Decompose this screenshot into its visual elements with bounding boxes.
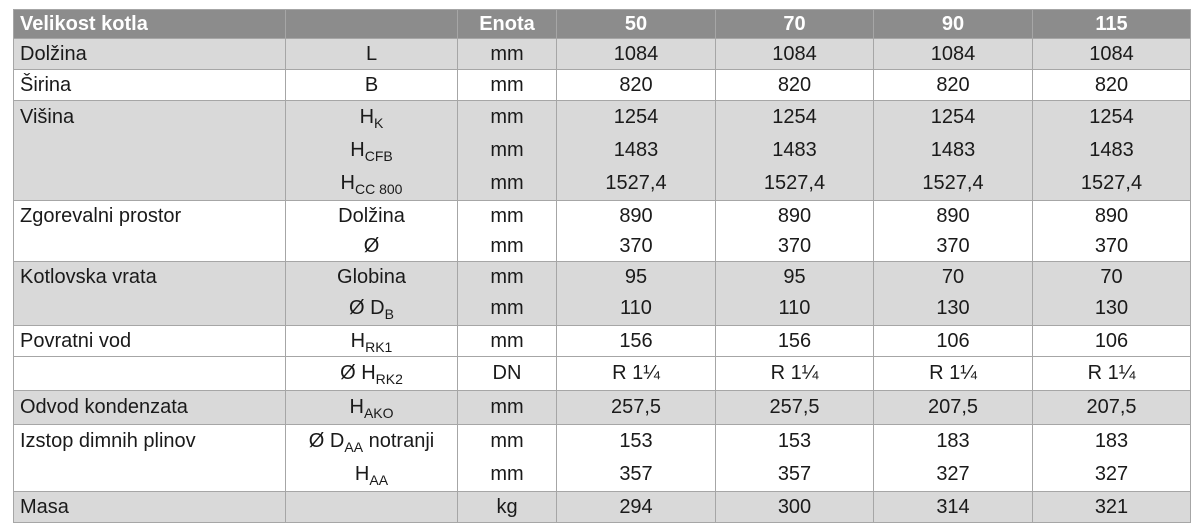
- unit-text: mm: [490, 266, 524, 288]
- unit-cell: [458, 39, 557, 70]
- value-text: R 1¼: [612, 362, 660, 384]
- value-text: 95: [624, 266, 648, 288]
- row-label-text: Višina: [20, 106, 75, 128]
- symbol-cell: [286, 262, 458, 326]
- value-cell: [716, 326, 874, 357]
- value-text: 300: [777, 496, 812, 518]
- value-text: 207,5: [1086, 396, 1137, 418]
- value-text: 156: [619, 330, 653, 352]
- value-text: 110: [778, 297, 811, 319]
- value-cell: [874, 326, 1033, 357]
- symbol-cell: [286, 39, 458, 70]
- symbol-cell: [286, 492, 458, 523]
- table-row: [14, 357, 1191, 391]
- symbol-cell: [286, 391, 458, 425]
- row-label-text: Izstop dimnih plinov: [20, 430, 196, 452]
- value-text: 1084: [772, 43, 817, 65]
- value-text: 820: [619, 74, 653, 96]
- value-text: 110: [620, 297, 652, 319]
- row-label-text: Kotlovska vrata: [20, 266, 157, 288]
- value-cell: [557, 391, 716, 425]
- row-label: [14, 101, 286, 201]
- value-cell: [1033, 391, 1191, 425]
- table-body: [14, 39, 1191, 523]
- symbol-text: Ø D: [349, 297, 385, 319]
- value-text: 130: [936, 297, 970, 319]
- symbol-text: B: [364, 74, 379, 96]
- value-text: 820: [777, 74, 812, 96]
- symbol-subscript: K: [374, 115, 384, 131]
- symbol-subscript: CFB: [364, 148, 393, 164]
- header-size: Velikost kotla: [14, 10, 286, 39]
- row-label: [14, 391, 286, 425]
- symbol-text: H: [350, 139, 365, 161]
- value-cell: [874, 101, 1033, 201]
- unit-text: mm: [490, 330, 524, 352]
- value-cell: [874, 492, 1033, 523]
- value-text: 1527,4: [605, 172, 667, 194]
- value-text: 1084: [613, 43, 659, 65]
- value-text: 1254: [613, 106, 659, 128]
- value-text: 1084: [930, 43, 976, 65]
- value-text: 183: [936, 430, 970, 452]
- symbol-cell: [286, 70, 458, 101]
- value-cell: [1033, 70, 1191, 101]
- value-text: 327: [1094, 463, 1129, 485]
- value-cell: [1033, 201, 1191, 262]
- table-row: [14, 425, 1191, 492]
- row-label: [14, 201, 286, 262]
- symbol-subscript: RK2: [375, 371, 403, 387]
- boiler-spec-table-container: [13, 9, 1191, 523]
- row-label: [14, 357, 286, 391]
- value-text: 357: [619, 463, 653, 485]
- value-text: 890: [936, 205, 970, 227]
- value-cell: [557, 39, 716, 70]
- value-cell: [557, 425, 716, 492]
- value-text: 156: [777, 330, 812, 352]
- unit-cell: [458, 391, 557, 425]
- symbol-cell: [286, 101, 458, 201]
- unit-text: mm: [490, 43, 524, 65]
- symbol-text: H: [359, 106, 375, 128]
- row-label: [14, 492, 286, 523]
- symbol-text: Ø: [363, 235, 380, 257]
- value-text: 153: [777, 430, 812, 452]
- value-cell: [557, 101, 716, 201]
- value-cell: [1033, 357, 1191, 391]
- value-text: 294: [619, 496, 653, 518]
- symbol-text: H: [354, 463, 370, 485]
- value-text: 257,5: [769, 396, 820, 418]
- value-cell: [1033, 326, 1191, 357]
- value-cell: [874, 357, 1033, 391]
- unit-text: mm: [490, 430, 524, 452]
- value-cell: [557, 201, 716, 262]
- value-cell: [716, 262, 874, 326]
- table-row: [14, 262, 1191, 326]
- row-label-text: Širina: [20, 74, 72, 96]
- symbol-text: Ø D: [308, 430, 345, 452]
- value-text: 370: [619, 235, 653, 257]
- unit-text: mm: [490, 74, 524, 96]
- value-text: 1483: [613, 139, 659, 161]
- symbol-subscript: AA: [344, 439, 364, 455]
- value-cell: [1033, 262, 1191, 326]
- value-text: 357: [777, 463, 812, 485]
- symbol-text: Dolžina: [338, 205, 405, 227]
- value-cell: [557, 326, 716, 357]
- value-cell: [716, 357, 874, 391]
- value-cell: [874, 425, 1033, 492]
- value-cell: [557, 262, 716, 326]
- symbol-cell: [286, 425, 458, 492]
- value-cell: [716, 391, 874, 425]
- table-header: [14, 10, 1191, 39]
- row-label-text: Povratni vod: [20, 330, 132, 352]
- unit-cell: [458, 262, 557, 326]
- symbol-cell: [286, 357, 458, 391]
- value-text: 890: [619, 205, 653, 227]
- unit-text: mm: [490, 396, 524, 418]
- symbol-subscript: RK1: [365, 339, 393, 355]
- value-cell: [874, 70, 1033, 101]
- row-label: [14, 70, 286, 101]
- value-cell: [716, 201, 874, 262]
- unit-text: mm: [490, 463, 524, 485]
- unit-text: kg: [496, 496, 518, 518]
- header-size-70: 70: [716, 10, 874, 39]
- boiler-spec-table: [13, 9, 1191, 523]
- value-text: 153: [619, 430, 653, 452]
- symbol-text: H: [350, 330, 366, 352]
- value-text: 183: [1094, 430, 1129, 452]
- unit-cell: [458, 425, 557, 492]
- header-size-115: 115: [1033, 10, 1191, 39]
- value-text: 1084: [1089, 43, 1134, 65]
- unit-text: mm: [490, 205, 524, 227]
- value-cell: [1033, 101, 1191, 201]
- row-label: [14, 262, 286, 326]
- unit-cell: [458, 70, 557, 101]
- value-text: 890: [777, 205, 812, 227]
- value-text: 106: [1094, 330, 1129, 352]
- row-label-text: Masa: [20, 496, 69, 518]
- value-text: 70: [941, 266, 965, 288]
- value-text: 207,5: [927, 396, 979, 418]
- symbol-text: Ø H: [340, 362, 376, 384]
- value-text: 106: [936, 330, 970, 352]
- symbol-subscript: AA: [369, 472, 389, 488]
- symbol-subscript: AKO: [363, 405, 394, 421]
- value-text: 820: [936, 74, 970, 96]
- value-cell: [874, 39, 1033, 70]
- unit-text: mm: [490, 235, 524, 257]
- value-cell: [716, 70, 874, 101]
- value-cell: [716, 101, 874, 201]
- value-text: 370: [777, 235, 812, 257]
- row-label: [14, 326, 286, 357]
- value-text: 321: [1094, 496, 1129, 518]
- value-cell: [716, 492, 874, 523]
- row-label: [14, 39, 286, 70]
- value-text: 1483: [930, 139, 976, 161]
- unit-text: mm: [490, 297, 524, 319]
- symbol-cell: [286, 201, 458, 262]
- symbol-subscript: CC 800: [354, 181, 403, 197]
- value-text: 1254: [930, 106, 976, 128]
- symbol-suffix: notranji: [363, 430, 435, 452]
- row-label-text: Zgorevalni prostor: [20, 205, 182, 227]
- table-row: [14, 201, 1191, 262]
- value-text: 370: [936, 235, 970, 257]
- unit-cell: [458, 326, 557, 357]
- value-cell: [1033, 492, 1191, 523]
- value-cell: [874, 201, 1033, 262]
- value-cell: [874, 391, 1033, 425]
- value-text: 820: [1094, 74, 1129, 96]
- value-cell: [716, 39, 874, 70]
- row-label-text: Odvod kondenzata: [20, 396, 188, 418]
- unit-text: mm: [490, 139, 524, 161]
- value-text: 1483: [1089, 139, 1134, 161]
- value-text: R 1¼: [929, 362, 977, 384]
- value-text: 70: [1100, 266, 1123, 288]
- value-cell: [557, 357, 716, 391]
- symbol-cell: [286, 326, 458, 357]
- value-text: 1527,4: [1080, 172, 1143, 194]
- unit-cell: [458, 201, 557, 262]
- value-text: 314: [936, 496, 970, 518]
- row-label-text: Dolžina: [20, 43, 87, 65]
- value-text: R 1¼: [770, 362, 819, 384]
- header-unit: Enota: [458, 10, 557, 39]
- unit-text: DN: [492, 362, 522, 384]
- value-text: 890: [1094, 205, 1129, 227]
- table-row: [14, 101, 1191, 201]
- value-text: 1527,4: [922, 172, 984, 194]
- unit-cell: [458, 492, 557, 523]
- header-size-50: 50: [557, 10, 716, 39]
- value-text: 1483: [772, 139, 817, 161]
- table-row: [14, 391, 1191, 425]
- value-cell: [557, 492, 716, 523]
- unit-cell: [458, 101, 557, 201]
- value-cell: [557, 70, 716, 101]
- symbol-text: Globina: [337, 266, 406, 288]
- unit-cell: [458, 357, 557, 391]
- value-text: 1254: [772, 106, 817, 128]
- header-symbol: [286, 10, 458, 39]
- table-row: [14, 326, 1191, 357]
- value-cell: [716, 425, 874, 492]
- value-text: 130: [1094, 297, 1129, 319]
- header-size-90: 90: [874, 10, 1033, 39]
- value-text: 1527,4: [763, 172, 826, 194]
- table-row: [14, 70, 1191, 101]
- value-text: 327: [936, 463, 970, 485]
- symbol-text: H: [349, 396, 364, 418]
- table-row: [14, 492, 1191, 523]
- unit-text: mm: [490, 106, 524, 128]
- value-cell: [874, 262, 1033, 326]
- value-text: 1254: [1089, 106, 1134, 128]
- value-cell: [1033, 39, 1191, 70]
- symbol-text: H: [340, 172, 355, 194]
- value-cell: [1033, 425, 1191, 492]
- row-label: [14, 425, 286, 492]
- symbol-text: L: [365, 43, 378, 65]
- table-row: [14, 39, 1191, 70]
- value-text: 370: [1094, 235, 1129, 257]
- symbol-subscript: B: [384, 306, 394, 322]
- value-text: R 1¼: [1087, 362, 1136, 384]
- unit-text: mm: [490, 172, 524, 194]
- value-text: 257,5: [610, 396, 662, 418]
- value-text: 95: [783, 266, 806, 288]
